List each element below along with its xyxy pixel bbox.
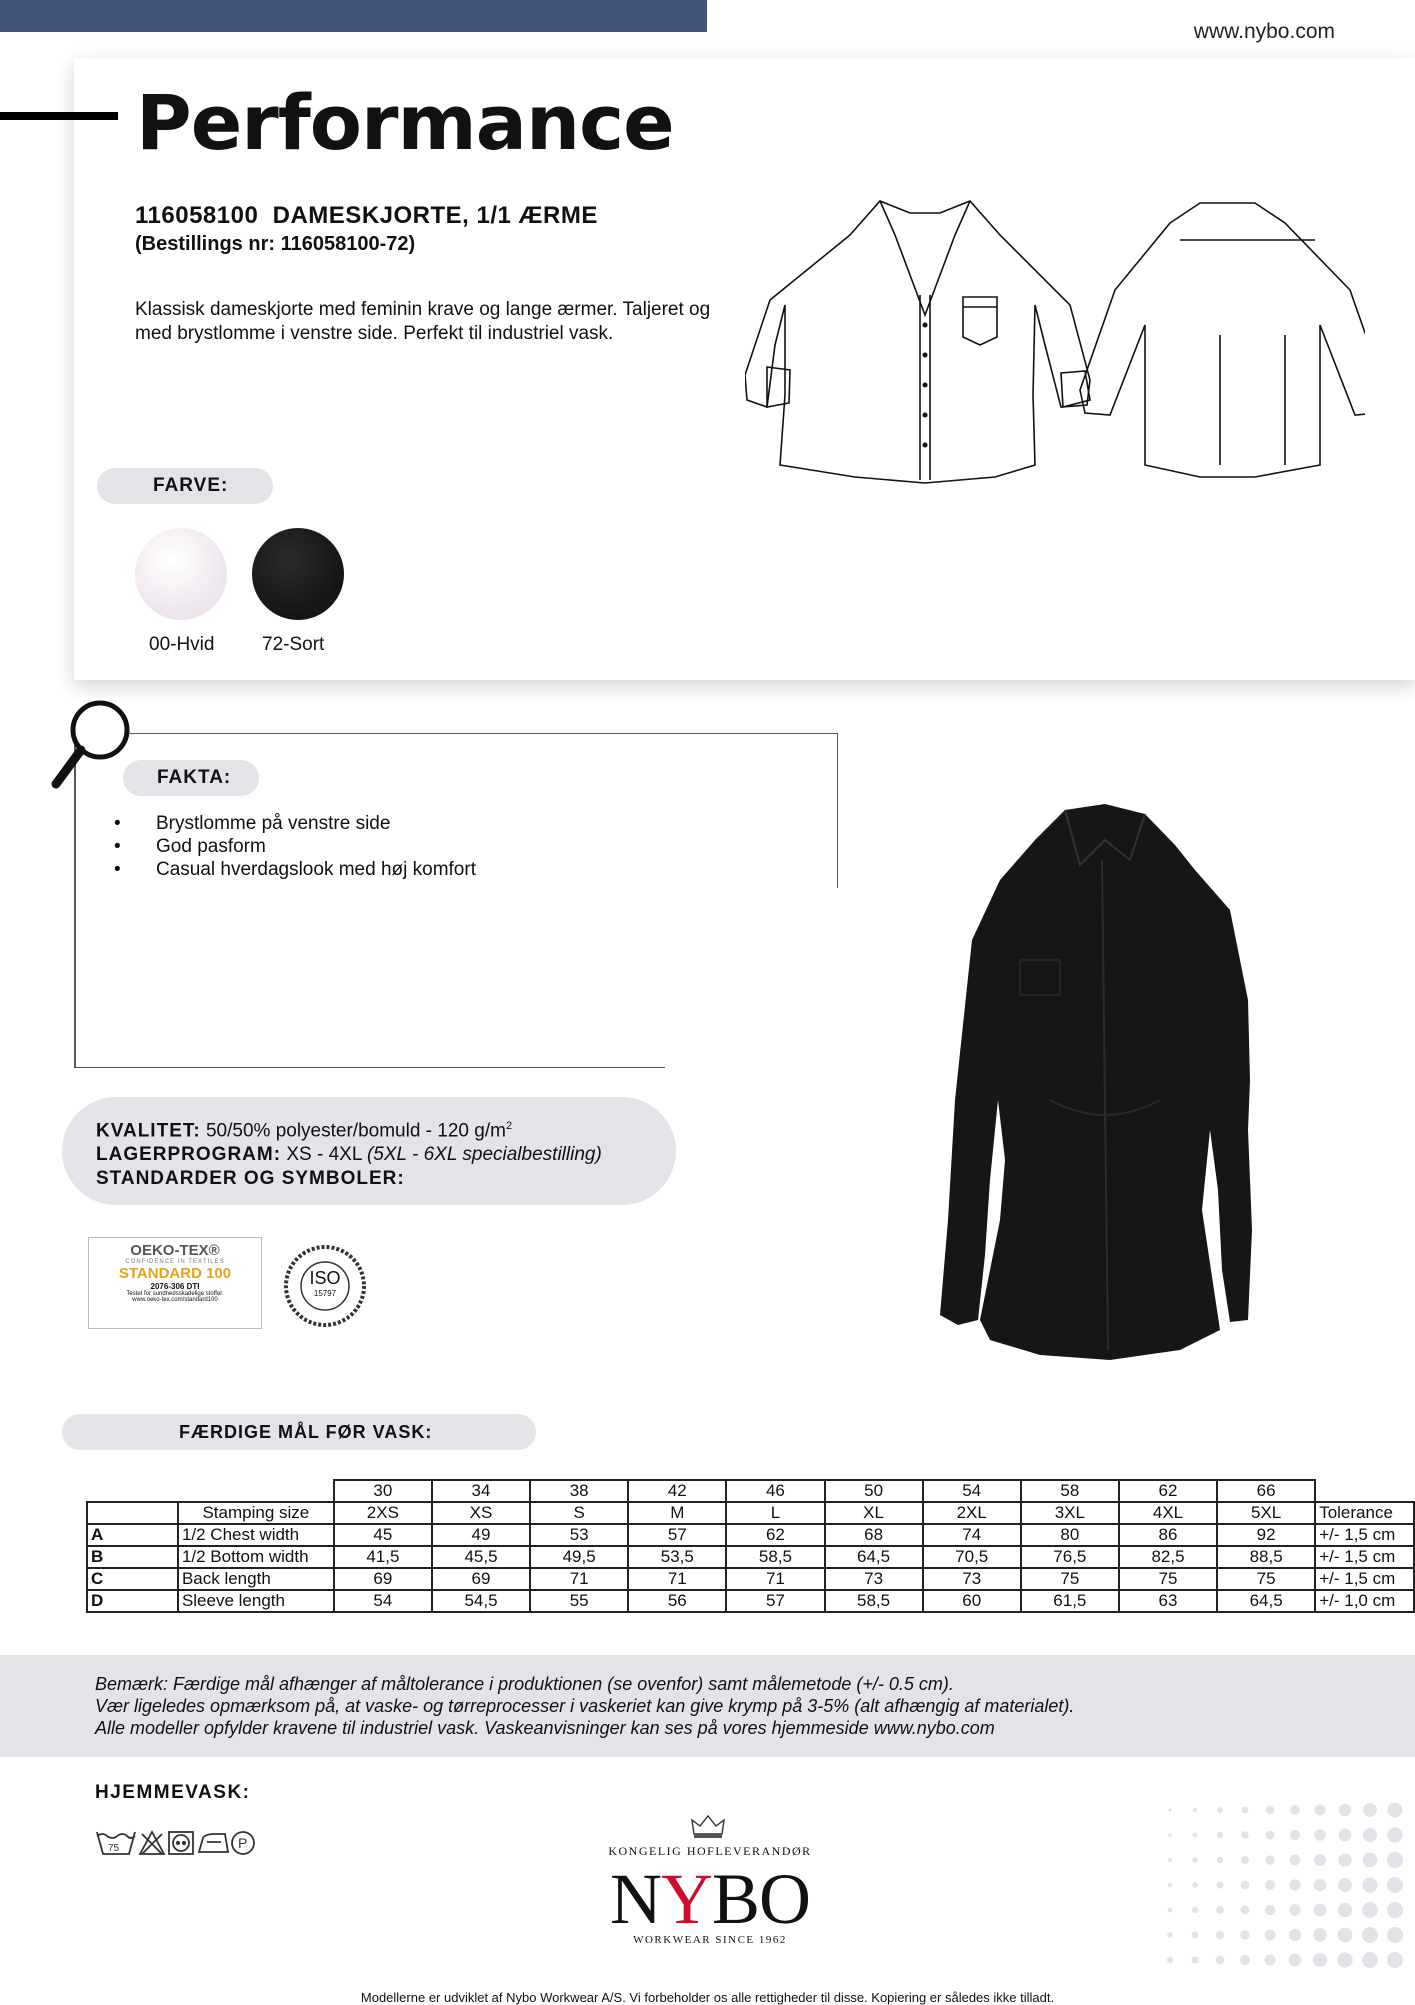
measure-value-cell: 53 (530, 1524, 628, 1546)
letter-size-cell: M (628, 1502, 726, 1524)
decorative-dot (1265, 1855, 1274, 1864)
letter-size-cell: XS (432, 1502, 530, 1524)
measure-value-cell: 45,5 (432, 1546, 530, 1568)
tumble-dry-icon (169, 1832, 193, 1854)
measure-value-cell: 54 (334, 1590, 432, 1612)
lager-line (96, 1143, 602, 1167)
decorative-dot (1217, 1857, 1224, 1864)
note-line: Vær ligeledes opmærksom på, at vaske- og tørreprocesser i vaskeriet kan give krymp på 3-5% (alt afhængig af materialet). (95, 1696, 1075, 1716)
page-title: Performance (136, 78, 674, 167)
order-number: (Bestillings nr: 116058100-72) (135, 233, 416, 255)
numeric-size-cell: 62 (1119, 1480, 1217, 1502)
svg-text:P: P (238, 1835, 248, 1851)
numeric-size-cell: 54 (923, 1480, 1021, 1502)
measure-value-cell: 58,5 (726, 1546, 824, 1568)
home-wash-label: HJEMMEVASK: (95, 1782, 251, 1803)
decorative-dot (1168, 1908, 1173, 1913)
website-url[interactable]: www.nybo.com (1193, 20, 1335, 43)
numeric-size-cell: 34 (432, 1480, 530, 1502)
measure-value-cell: 57 (726, 1590, 824, 1612)
decorative-dot (1339, 1829, 1352, 1842)
decorative-dot (1241, 1856, 1249, 1864)
product-code: 116058100 DAMESKJORTE, 1/1 ÆRME (135, 202, 598, 229)
note-line: Bemærk: Færdige mål afhænger af måltolerance i produktionen (se ovenfor) samt målemetode (+/- 0.5 cm). (95, 1674, 954, 1694)
measure-value-cell: 76,5 (1021, 1546, 1119, 1568)
decorative-dot (1168, 1858, 1172, 1862)
workwear-since-text: WORKWEAR SINCE 1962 (633, 1934, 787, 1946)
measure-value-cell: 71 (726, 1568, 824, 1590)
title-accent-line (0, 112, 118, 120)
letter-size-cell: 2XL (923, 1502, 1021, 1524)
measure-value-cell: 62 (726, 1524, 824, 1546)
decorative-dot (1241, 1831, 1249, 1839)
measure-value-cell: 69 (334, 1568, 432, 1590)
decorative-dot (1216, 1956, 1225, 1965)
row-measure-name: 1/2 Chest width (178, 1524, 334, 1546)
measure-value-cell: 69 (432, 1568, 530, 1590)
measure-value-cell: 49,5 (530, 1546, 628, 1568)
decorative-dot (1266, 1806, 1274, 1814)
letter-size-cell: 2XS (334, 1502, 432, 1524)
tolerance-cell: +/- 1,5 cm (1315, 1568, 1414, 1590)
decorative-dot (1193, 1833, 1198, 1838)
measure-value-cell: 56 (628, 1590, 726, 1612)
size-table (86, 1479, 1415, 1613)
decorative-dot (1338, 1903, 1352, 1917)
care-symbols (95, 1826, 295, 1860)
decorative-dot (1168, 1883, 1173, 1888)
tolerance-cell: +/- 1,5 cm (1315, 1524, 1414, 1546)
row-key: C (87, 1568, 178, 1590)
decorative-dot (1362, 1927, 1378, 1943)
measure-value-cell: 75 (1021, 1568, 1119, 1590)
iron-icon (199, 1834, 228, 1852)
measure-value-cell: 86 (1119, 1524, 1217, 1546)
decorative-dot (1387, 1952, 1403, 1968)
measure-value-cell: 63 (1119, 1590, 1217, 1612)
product-description (135, 298, 725, 346)
left-cuff (767, 367, 790, 407)
table-row (87, 1524, 1414, 1546)
measure-value-cell: 75 (1217, 1568, 1315, 1590)
crown-icon (690, 1812, 726, 1840)
color-swatch-label: 72-Sort (262, 634, 325, 655)
front-shirt-body (745, 201, 1090, 483)
decorative-dot (1363, 1828, 1377, 1842)
svg-text:75: 75 (108, 1843, 120, 1854)
decorative-dot (1362, 1952, 1378, 1968)
decorative-dot (1217, 1832, 1223, 1838)
numeric-size-cell: 66 (1217, 1480, 1315, 1502)
list-item: • Casual hverdagslook med høj komfort (112, 858, 476, 881)
iso-15797-badge (282, 1243, 368, 1329)
tolerance-header: Tolerance (1315, 1502, 1414, 1524)
decorative-dot (1265, 1930, 1276, 1941)
decorative-dot (1315, 1805, 1326, 1816)
magnifier-icon (50, 698, 134, 790)
decorative-dot (1266, 1831, 1275, 1840)
decorative-dot (1388, 1803, 1403, 1818)
oeko-tex-badge (88, 1237, 262, 1329)
measure-value-cell: 58,5 (825, 1590, 923, 1612)
decorative-dot (1169, 1809, 1172, 1812)
tolerance-cell: +/- 1,0 cm (1315, 1590, 1414, 1612)
color-swatch-white[interactable] (135, 528, 227, 620)
measure-value-cell: 53,5 (628, 1546, 726, 1568)
letter-size-cell: XL (825, 1502, 923, 1524)
decorative-dot (1362, 1877, 1377, 1892)
decorative-dot (1313, 1953, 1327, 1967)
table-row (87, 1546, 1414, 1568)
description-line: Klassisk dameskjorte med feminin krave og lange ærmer. Taljeret og (135, 299, 711, 320)
oeko-sub: CONFIDENCE IN TEXTILES (125, 1259, 225, 1265)
decorative-dot (1217, 1807, 1223, 1813)
measure-value-cell: 61,5 (1021, 1590, 1119, 1612)
front-collar (880, 201, 970, 315)
decorative-dot (1314, 1854, 1326, 1866)
numeric-size-cell: 46 (726, 1480, 824, 1502)
letter-size-cell: 5XL (1217, 1502, 1315, 1524)
measurements-label: FÆRDIGE MÅL FØR VASK: (62, 1414, 536, 1450)
row-key: B (87, 1546, 178, 1568)
decorative-dot (1290, 1855, 1301, 1866)
breast-pocket (963, 297, 997, 345)
row-measure-name: 1/2 Bottom width (178, 1546, 334, 1568)
measure-value-cell: 82,5 (1119, 1546, 1217, 1568)
logo-letter: B (711, 1859, 760, 1939)
right-cuff (1061, 371, 1090, 407)
decorative-dot (1241, 1906, 1250, 1915)
lager-value: XS - 4XL (286, 1144, 362, 1166)
decorative-dot (1314, 1829, 1326, 1841)
decorative-dot (1387, 1852, 1403, 1868)
oeko-title: OEKO-TEX® (130, 1242, 220, 1259)
decorative-dot (1313, 1928, 1327, 1942)
decorative-dot (1240, 1955, 1250, 1965)
decorative-dot (1191, 1956, 1198, 1963)
wash-75-icon (97, 1832, 135, 1854)
measure-value-cell: 88,5 (1217, 1546, 1315, 1568)
copyright-notice: Modellerne er udviklet af Nybo Workwear A/S. Vi forbeholder os alle rettigheder til disse. Kopiering er således ikke tilladt. (360, 1990, 1055, 2005)
top-accent-bar (0, 0, 707, 32)
measure-value-cell: 64,5 (1217, 1590, 1315, 1612)
decorative-dot (1264, 1954, 1275, 1965)
decorative-dot (1168, 1833, 1172, 1837)
decorative-dot (1314, 1879, 1327, 1892)
decorative-dot (1265, 1905, 1275, 1915)
table-row (87, 1502, 1414, 1524)
letter-size-cell: 3XL (1021, 1502, 1119, 1524)
row-key: D (87, 1590, 178, 1612)
no-bleach-icon (140, 1832, 164, 1854)
color-label: FARVE: (97, 468, 273, 504)
decorative-dot (1362, 1902, 1378, 1918)
decorative-dot (1289, 1879, 1300, 1890)
logo-letter: N (609, 1859, 661, 1939)
note-line: Alle modeller opfylder kravene til industriel vask. Vaskeanvisninger kan ses på vores hjemmeside www.nybo.com (95, 1718, 995, 1738)
measure-value-cell: 92 (1217, 1524, 1315, 1546)
measure-value-cell: 71 (628, 1568, 726, 1590)
stamping-size-label: Stamping size (178, 1502, 334, 1524)
facts-list (112, 812, 476, 881)
decorative-dot (1192, 1857, 1197, 1862)
decorative-dot (1314, 1904, 1327, 1917)
back-shirt-body (1080, 203, 1365, 477)
list-item: • God pasform (112, 835, 476, 858)
decorative-dot (1338, 1928, 1353, 1943)
decorative-dot (1193, 1808, 1197, 1812)
kvalitet-unit-sup: 2 (505, 1120, 513, 1132)
table-row (87, 1480, 1414, 1502)
oeko-number: 2076-306 DTI (150, 1282, 200, 1291)
decorative-dot (1192, 1932, 1199, 1939)
measure-value-cell: 57 (628, 1524, 726, 1546)
decorative-dot (1240, 1930, 1250, 1940)
decorative-dot (1289, 1929, 1301, 1941)
quality-line (96, 1114, 602, 1143)
measure-value-cell: 71 (530, 1568, 628, 1590)
measure-value-cell: 73 (923, 1568, 1021, 1590)
letter-size-cell: 4XL (1119, 1502, 1217, 1524)
decorative-dot (1192, 1882, 1198, 1888)
oeko-url: www.oeko-tex.com/standard100 (132, 1297, 218, 1303)
decorative-dot (1387, 1927, 1403, 1943)
letter-size-cell: L (726, 1502, 824, 1524)
iso-number: 15797 (313, 1289, 337, 1298)
numeric-size-cell: 50 (825, 1480, 923, 1502)
decorative-dot-pattern (1160, 1800, 1410, 1980)
decorative-dot (1387, 1827, 1403, 1843)
iso-label: ISO (309, 1268, 341, 1288)
oeko-text: Testet for sundhedsskadelige stoffer. (126, 1291, 224, 1297)
numeric-size-cell: 42 (628, 1480, 726, 1502)
decorative-dot (1167, 1957, 1173, 1963)
list-item: • Brystlomme på venstre side (112, 812, 476, 835)
decorative-dot (1290, 1830, 1300, 1840)
logo-letter: Y (660, 1859, 712, 1939)
lager-label: LAGERPROGRAM: (96, 1144, 282, 1166)
measure-value-cell: 73 (825, 1568, 923, 1590)
decorative-dot (1216, 1931, 1224, 1939)
decorative-dot (1289, 1954, 1302, 1967)
row-measure-name: Sleeve length (178, 1590, 334, 1612)
numeric-size-cell: 38 (530, 1480, 628, 1502)
kvalitet-value: 50/50% polyester/bomuld - 120 g/m (205, 1120, 506, 1142)
decorative-dot (1387, 1877, 1403, 1893)
facts-label: FAKTA: (123, 760, 259, 796)
measure-value-cell: 80 (1021, 1524, 1119, 1546)
decorative-dot (1216, 1906, 1224, 1914)
decorative-dot (1167, 1932, 1173, 1938)
measure-value-cell: 75 (1119, 1568, 1217, 1590)
numeric-size-cell: 58 (1021, 1480, 1119, 1502)
tolerance-cell: +/- 1,5 cm (1315, 1546, 1414, 1568)
measure-value-cell: 70,5 (923, 1546, 1021, 1568)
row-measure-name: Back length (178, 1568, 334, 1590)
table-row (87, 1590, 1414, 1612)
numeric-size-cell: 30 (334, 1480, 432, 1502)
decorative-dot (1265, 1880, 1275, 1890)
product-photo-black-shirt (930, 800, 1280, 1370)
royal-supplier-text: KONGELIG HOFLEVERANDØR (608, 1844, 812, 1858)
measure-value-cell: 41,5 (334, 1546, 432, 1568)
decorative-dot (1363, 1803, 1377, 1817)
professional-clean-p-icon (232, 1832, 254, 1854)
standarder-label: STANDARDER OG SYMBOLER: (96, 1168, 405, 1190)
back-yoke (1180, 240, 1315, 465)
description-line: med brystlomme i venstre side. Perfekt til industriel vask. (135, 323, 614, 344)
measure-value-cell: 49 (432, 1524, 530, 1546)
letter-size-cell: S (530, 1502, 628, 1524)
measure-value-cell: 64,5 (825, 1546, 923, 1568)
measure-value-cell: 55 (530, 1590, 628, 1612)
oeko-standard: STANDARD 100 (118, 1265, 232, 1282)
shirt-technical-drawing (745, 195, 1365, 495)
measure-value-cell: 54,5 (432, 1590, 530, 1612)
decorative-dot (1192, 1907, 1198, 1913)
decorative-dot (1290, 1805, 1300, 1815)
kvalitet-label: KVALITET: (96, 1120, 201, 1142)
measure-value-cell: 74 (923, 1524, 1021, 1546)
logo-letter: O (759, 1859, 811, 1939)
measure-value-cell: 45 (334, 1524, 432, 1546)
notes-text (95, 1673, 1074, 1739)
decorative-dot (1363, 1853, 1378, 1868)
decorative-dot (1289, 1904, 1301, 1916)
table-row (87, 1568, 1414, 1590)
decorative-dot (1338, 1853, 1351, 1866)
color-swatch-label: 00-Hvid (149, 634, 215, 655)
measure-value-cell: 68 (825, 1524, 923, 1546)
lager-note: (5XL - 6XL specialbestilling) (366, 1144, 602, 1166)
quality-info (96, 1114, 602, 1191)
decorative-dot (1242, 1807, 1249, 1814)
decorative-dot (1339, 1804, 1351, 1816)
decorative-dot (1338, 1878, 1352, 1892)
measure-value-cell: 60 (923, 1590, 1021, 1612)
row-key: A (87, 1524, 178, 1546)
decorative-dot (1387, 1902, 1403, 1918)
decorative-dot (1241, 1881, 1250, 1890)
decorative-dot (1337, 1952, 1352, 1967)
decorative-dot (1216, 1881, 1223, 1888)
nybo-logo (560, 1858, 860, 1941)
color-swatch-black[interactable] (252, 528, 344, 620)
